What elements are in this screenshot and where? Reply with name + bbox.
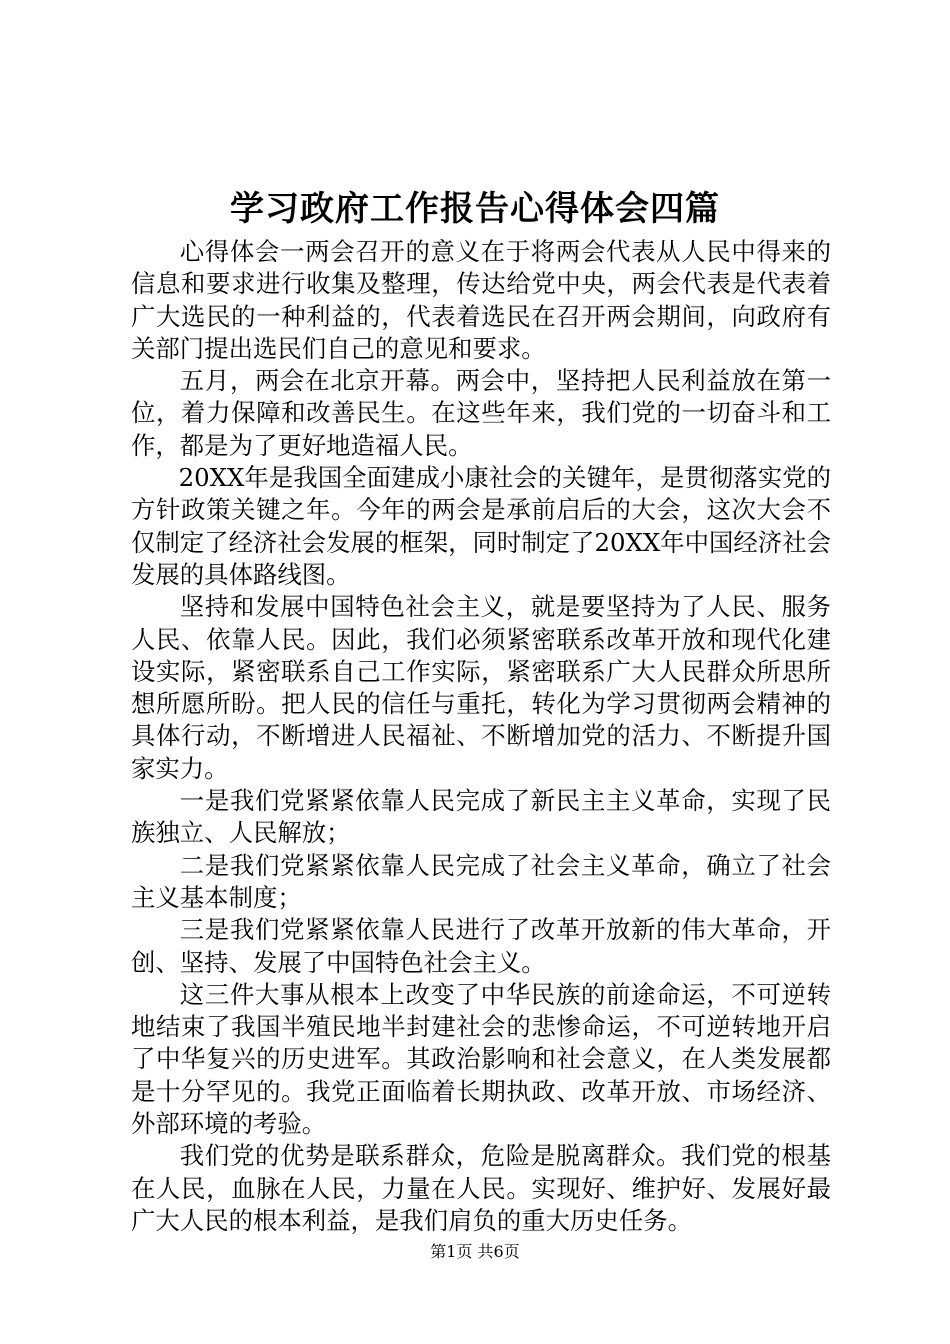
document-title: 学习政府工作报告心得体会四篇	[230, 189, 720, 229]
paragraph-4: 坚持和发展中国特色社会主义，就是要坚持为了人民、服务人民、依靠人民。因此，我们必须紧密联系改革开放和现代化建设实际，紧密联系自己工作实际，紧密联系广大人民群众所思所想所愿所盼。把人民的信任与重托，转化为学习贯彻两会精神的具体行动，不断增进人民福祉、不断增加党的活力、不断提升国家实力。	[131, 592, 831, 783]
paragraph-1: 心得体会一两会召开的意义在于将两会代表从人民中得来的信息和要求进行收集及整理，传达给党中央，两会代表是代表着广大选民的一种利益的，代表着选民在召开两会期间，向政府有关部门提出选民们自己的意见和要求。	[131, 237, 831, 363]
page-footer: 第1页 共6页	[430, 1242, 520, 1261]
paragraph-9: 我们党的优势是联系群众，危险是脱离群众。我们党的根基在人民，血脉在人民，力量在人民。实现好、维护好、发展好最广大人民的根本利益，是我们肩负的重大历史任务。	[131, 1141, 831, 1235]
paragraph-5: 一是我们党紧紧依靠人民完成了新民主主义革命，实现了民族独立、人民解放；	[131, 786, 831, 848]
paragraph-3: 20XX年是我国全面建成小康社会的关键年，是贯彻落实党的方针政策关键之年。今年的两会是承前启后的大会，这次大会不仅制定了经济社会发展的框架，同时制定了20XX年中国经济社会发展的具体路线图。	[131, 463, 831, 589]
paragraph-2: 五月，两会在北京开幕。两会中，坚持把人民利益放在第一位，着力保障和改善民生。在这些年来，我们党的一切奋斗和工作，都是为了更好地造福人民。	[131, 366, 831, 460]
document-body	[131, 236, 831, 1237]
paragraph-8: 这三件大事从根本上改变了中华民族的前途命运，不可逆转地结束了我国半殖民地半封建社会的悲惨命运，不可逆转地开启了中华复兴的历史进军。其政治影响和社会意义，在人类发展都是十分罕见的。我党正面临着长期执政、改革开放、市场经济、外部环境的考验。	[131, 979, 831, 1139]
paragraph-7: 三是我们党紧紧依靠人民进行了改革开放新的伟大革命，开创、坚持、发展了中国特色社会主义。	[131, 915, 831, 977]
paragraph-6: 二是我们党紧紧依靠人民完成了社会主义革命，确立了社会主义基本制度；	[131, 850, 831, 912]
